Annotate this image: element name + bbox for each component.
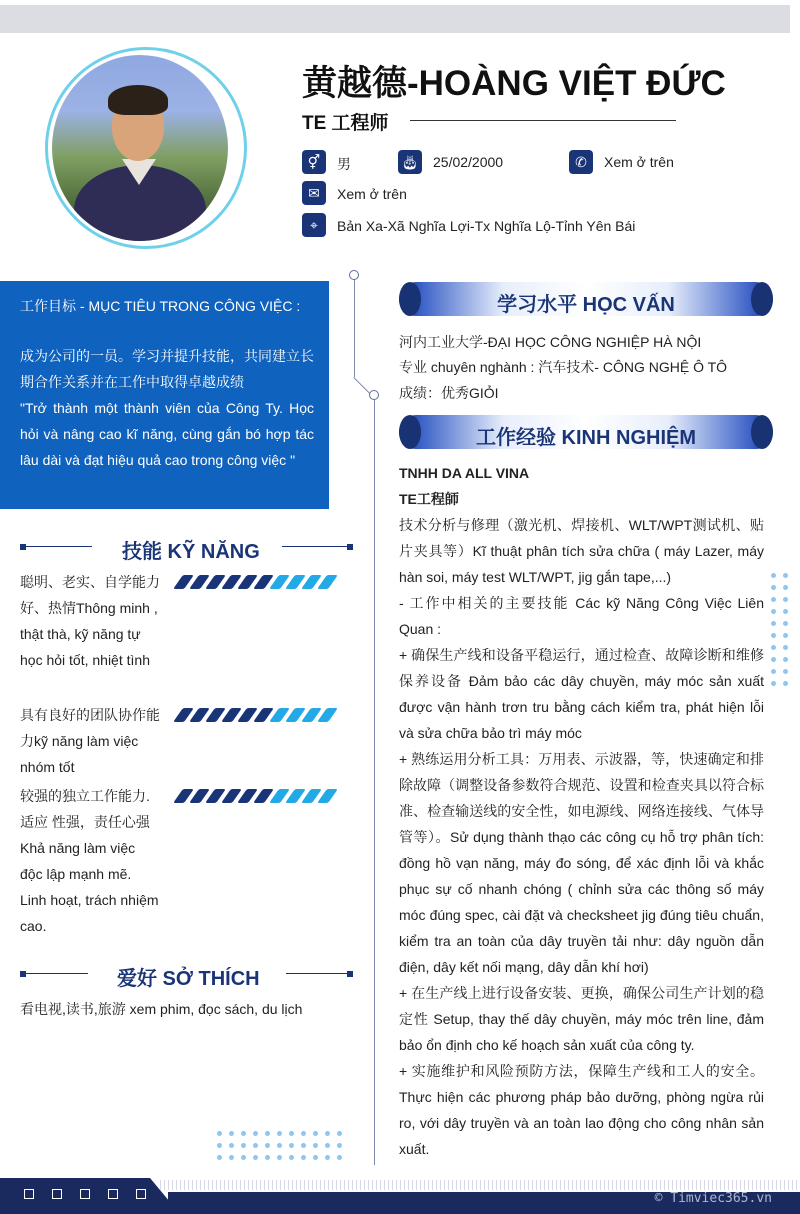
experience-title: 工作经验 KINH NGHIỆM [476,427,696,449]
footer-square [108,1189,118,1199]
education-title: 学习水平 HỌC VẤN [497,294,675,316]
timeline-dot-mid [369,390,379,400]
objective-text [20,343,314,473]
education-header [399,282,773,316]
footer-square [52,1189,62,1199]
decor-dot [301,1143,306,1148]
footer-square [80,1189,90,1199]
decor-dot [313,1155,318,1160]
experience-paragraph: + 在生产线上进行设备安装、更换，确保公司生产计划的稳定性 Setup, thay thế dây chuyền, máy móc trên line, đảm bảo ổn định cho kế hoạch sản xuất của công ty. [399,985,764,1053]
decor-dot [217,1131,222,1136]
decor-dot [253,1131,258,1136]
skill-1-text: 聪明、老实、自学能力好、热情Thông minh , thật thà, kỹ năng tự học hỏi tốt, nhiệt tình [20,574,160,668]
timeline-dot-top [349,270,359,280]
location-pin-icon: ⌖ [302,213,326,237]
objective-title: 工作目标 - MỤC TIÊU TRONG CÔNG VIỆC : [20,298,301,314]
timeline-upper [354,279,355,377]
title-divider [410,120,676,121]
skills-right-square [347,544,353,550]
decor-dot [771,633,776,638]
hobbies-text: 看电视,读书,旅游 xem phim, đọc sách, du lịch [20,1001,303,1017]
decor-dot [771,669,776,674]
dot-pattern-right [771,573,788,686]
experience-position: TE工程師 [399,491,459,507]
gender-value: 男 [337,156,351,172]
decor-dot [771,609,776,614]
decor-dot [337,1131,342,1136]
skill-2-bars [178,708,333,722]
decor-dot [289,1131,294,1136]
address-value: Bản Xa-Xã Nghĩa Lợi-Tx Nghĩa Lộ-Tỉnh Yên Bái [337,218,636,234]
decor-dot [325,1131,330,1136]
decor-dot [229,1131,234,1136]
skills-title: 技能 KỸ NĂNG [122,541,260,563]
decor-dot [771,621,776,626]
experience-paragraph: + 实施维护和风险预防方法，保障生产线和工人的安全。Thực hiện các phương pháp bảo dưỡng, phòng ngừa rủi ro, với dây truyền và an toàn lao động cho công nhân sản xuất. [399,1063,764,1157]
decor-dot [241,1143,246,1148]
decor-dot [771,573,776,578]
decor-dot [217,1143,222,1148]
skill-1-bars [178,575,333,589]
experience-paragraph: 技术分析与修理（激光机、焊接机、WLT/WPT测试机、贴片夹具等）Kĩ thuật phân tích sửa chữa ( máy Lazer, máy hàn soi, máy test WLT/WPT, jig gắn tape,...) [399,517,764,585]
hobbies-left-square [20,971,26,977]
job-title: TE 工程师 [302,113,389,134]
cake-icon: 🎂︎ [398,150,422,174]
decor-dot [301,1131,306,1136]
decor-dot [783,633,788,638]
decor-dot [771,645,776,650]
experience-body [399,460,764,1162]
phone-icon: ✆ [569,150,593,174]
skills-left-square [20,544,26,550]
decor-dot [313,1143,318,1148]
experience-paragraph: + 确保生产线和设备平稳运行，通过检查、故障诊断和维修保养设备 Đảm bảo các dây chuyền, máy móc sản xuất được vận hành trơn tru bằng cách kiểm tra, phát hiện lỗi và sửa chữa bảo trì máy móc [399,647,764,741]
decor-dot [253,1143,258,1148]
decor-dot [229,1155,234,1160]
decor-dot [783,621,788,626]
hobbies-left-line [26,973,88,974]
objective-text-cn: 成为公司的一员。学习并提升技能，共同建立长期合作关系并在工作中取得卓越成绩 [20,348,314,390]
experience-paragraph: - 工作中相关的主要技能 Các kỹ Năng Công Việc Liên Quan : [399,595,764,637]
experience-company: TNHH DA ALL VINA [399,465,530,481]
decor-dot [289,1143,294,1148]
decor-dot [313,1131,318,1136]
decor-dot [783,597,788,602]
candidate-name: 黄越德-HOÀNG VIỆT ĐỨC [302,64,726,103]
footer-square [24,1189,34,1199]
decor-dot [277,1131,282,1136]
decor-dot [265,1143,270,1148]
phone-value: Xem ở trên [604,154,674,170]
experience-header [399,415,773,449]
decor-dot [277,1143,282,1148]
decor-dot [337,1143,342,1148]
skills-left-line [26,546,92,547]
skills-right-line [282,546,348,547]
experience-paragraph: + 熟练运用分析工具：万用表、示波器，等，快速确定和排除故障（调整设备参数符合规范、设置和检查夹具以符合标准、检查输送线的安全性，如电源线、网络连接线、气体导管等）。Sử dụng thành thạo các công cụ hỗ trợ phân tích: đồng hồ vạn năng, máy đo sóng, để xác định lỗi và khắc phục sự cố nhanh chóng ( chỉnh sửa các thông số máy móc đúng spec, cài đặt và checksheet jig đúng tiêu chuẩn, kiểm tra an toàn của dây truyền tải như: dây nguồn dẫn điện, dây kết nối mạng, dây dẫn khí hơi) [399,751,764,975]
avatar [52,55,228,241]
mail-icon: ✉ [302,181,326,205]
decor-dot [301,1155,306,1160]
skill-3-text: 较强的独立工作能力.适应 性强，责任心强 Khả năng làm việc độc lập mạnh mẽ. Linh hoạt, trách nhiệm cao. [20,788,159,934]
decor-dot [337,1155,342,1160]
education-grade: 成绩：优秀GIỎI [399,385,499,401]
timeline-main [374,395,375,1165]
decor-dot [783,645,788,650]
decor-dot [783,669,788,674]
decor-dot [325,1155,330,1160]
decor-dot [771,597,776,602]
birthdate-value: 25/02/2000 [433,154,504,170]
decor-dot [229,1143,234,1148]
decor-dot [771,657,776,662]
decor-dot [783,585,788,590]
decor-dot [253,1155,258,1160]
decor-dot [265,1131,270,1136]
avatar-hair [108,85,168,115]
decor-dot [277,1155,282,1160]
decor-dot [783,573,788,578]
gender-icon: ⚥ [302,150,326,174]
decor-dot [771,585,776,590]
top-bar [0,5,790,33]
footer-square [136,1189,146,1199]
skill-3-bars [178,789,333,803]
objective-text-vi: "Trở thành một thành viên của Công Ty. Học hỏi và nâng cao kĩ năng, cùng gắn bó hợp tác lâu dài và đạt hiệu quả cao trong công việc " [20,400,314,468]
decor-dot [217,1155,222,1160]
hobbies-title: 爱好 SỞ THÍCH [117,968,260,990]
decor-dot [241,1155,246,1160]
decor-dot [783,609,788,614]
decor-dot [325,1143,330,1148]
decor-dot [289,1155,294,1160]
decor-dot [265,1155,270,1160]
email-value: Xem ở trên [337,186,407,202]
footer-hatch [160,1180,800,1190]
education-major: 专业 chuyên nghành : 汽车技术- CÔNG NGHỆ Ô TÔ [399,359,728,375]
hobbies-right-square [347,971,353,977]
decor-dot [783,681,788,686]
dot-pattern-bottom [217,1131,342,1160]
decor-dot [771,681,776,686]
hobbies-right-line [286,973,348,974]
decor-dot [241,1131,246,1136]
education-school: 河内工业大学-ĐẠI HỌC CÔNG NGHIỆP HÀ NỘI [399,334,702,350]
decor-dot [783,657,788,662]
skill-2-text: 具有良好的团队协作能力kỹ năng làm việc nhóm tốt [20,707,160,775]
watermark: © Timviec365.vn [654,1191,772,1206]
